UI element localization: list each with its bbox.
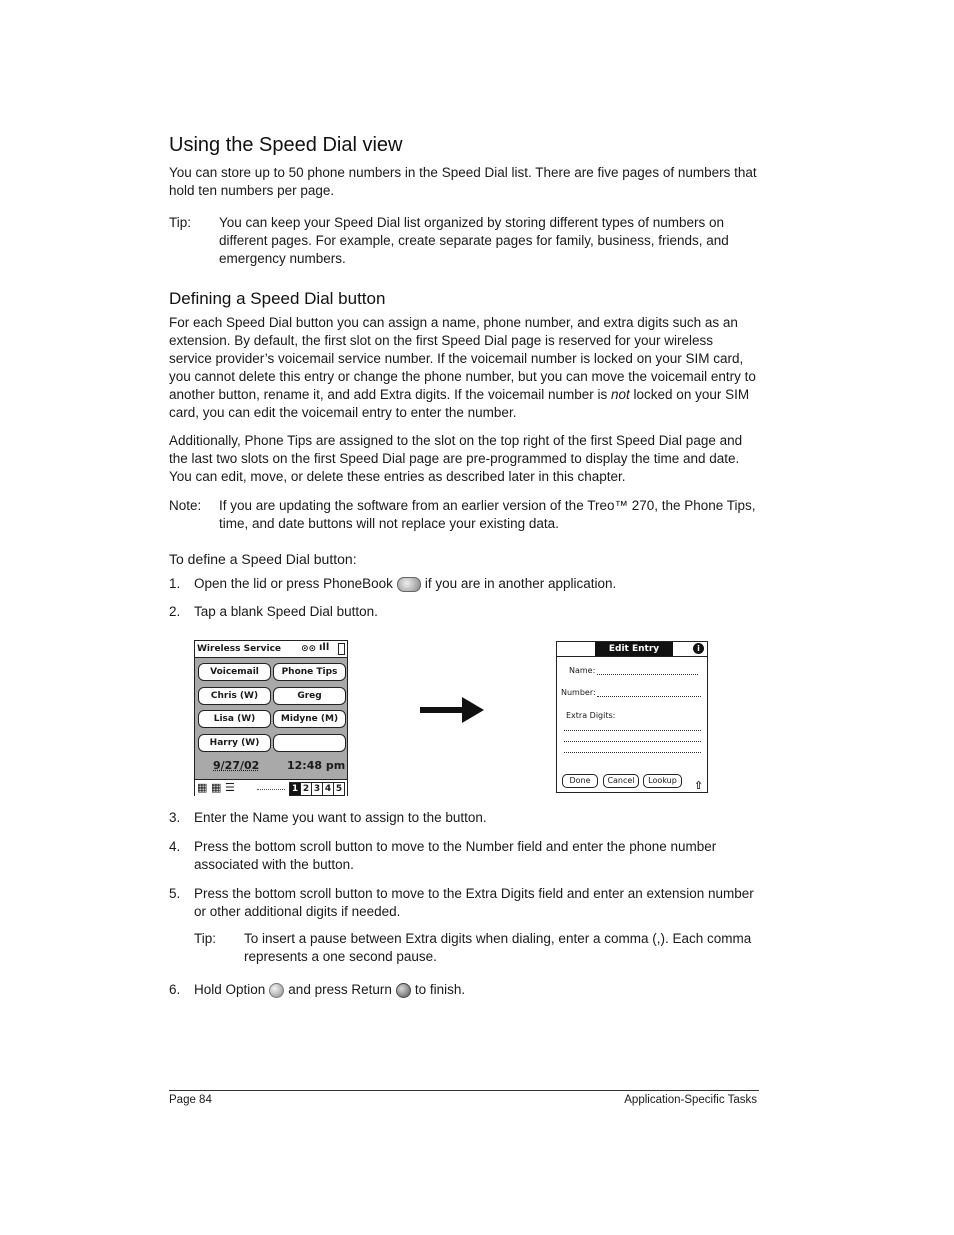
page-tab-5[interactable]: 5 (333, 782, 345, 796)
screen-title-bar (195, 641, 347, 658)
section-heading: Defining a Speed Dial button (169, 289, 386, 308)
footer-divider (169, 1090, 759, 1091)
divider (257, 789, 285, 790)
bottom-bar (195, 779, 347, 796)
step-number: 3. (169, 810, 181, 825)
speed-dial-button[interactable]: Phone Tips (273, 663, 346, 681)
date-display[interactable]: 9/27/02 (213, 759, 260, 772)
step-number: 1. (169, 576, 181, 591)
phone-tips-paragraph: Additionally, Phone Tips are assigned to the slot on the top right of the first Speed Dial page and the last two slots on the first Speed Dial page are pre-programmed to display the time and date. You can edit, move, or delete these entries as described later in this chapter. (169, 433, 743, 484)
number-label: Number: (561, 688, 596, 697)
speed-dial-button[interactable]: Chris (W) (198, 687, 271, 705)
edit-title-bar (557, 642, 707, 657)
speed-dial-button[interactable]: Lisa (W) (198, 710, 271, 728)
step-text-end: to finish. (414, 982, 466, 997)
extra-digits-line-3[interactable] (564, 752, 701, 753)
extra-digits-line-2[interactable] (564, 741, 701, 742)
battery-icon (338, 643, 345, 655)
tip-text: You can keep your Speed Dial list organized by storing different types of numbers on different pages. For example, create separate pages for family, business, friends, and emergency numbers. (219, 215, 729, 266)
step-text-middle: and press Return (288, 982, 392, 997)
step-text: Press the bottom scroll button to move to the Number field and enter the phone number associated with the button. (194, 839, 717, 872)
tip-label: Tip: (169, 215, 192, 230)
speed-dial-button[interactable]: Harry (W) (198, 734, 271, 752)
step-text-start: Hold Option (194, 982, 266, 997)
definition-emphasis: not (611, 387, 630, 402)
intro-paragraph: You can store up to 50 phone numbers in the Speed Dial list. There are five pages of numbers that hold ten numbers per page. (169, 165, 757, 198)
step-text: Press the bottom scroll button to move to the Extra Digits field and enter an extension number or other additional digits if needed. (194, 886, 754, 919)
list-view-icon[interactable]: ▦ (197, 781, 208, 794)
done-button[interactable]: Done (562, 774, 598, 788)
return-key-icon (396, 983, 411, 998)
speed-dial-button[interactable]: Midyne (M) (273, 710, 346, 728)
step-number: 5. (169, 886, 181, 901)
step-text-start: Open the lid or press PhoneBook (194, 576, 393, 591)
extra-digits-label: Extra Digits: (566, 711, 616, 720)
signal-strength-icon: ıll (319, 642, 330, 653)
chapter-title: Application-Specific Tasks (624, 1094, 757, 1106)
tip-label: Tip: (194, 931, 217, 946)
definition-paragraph (169, 314, 759, 422)
note-text: If you are updating the software from an earlier version of the Treo™ 270, the Phone Tips, time, and date buttons will not replace your existing data. (219, 498, 756, 531)
note-label: Note: (169, 498, 202, 513)
definition-text-end: locked on your SIM card, you can edit the voicemail entry to enter the number. (169, 387, 750, 420)
procedure-heading: To define a Speed Dial button: (169, 551, 357, 567)
page-tab-2[interactable]: 2 (300, 782, 312, 796)
tip-text: To insert a pause between Extra digits when dialing, enter a comma (,). Each comma represents a one second pause. (244, 931, 752, 964)
page-number: Page 84 (169, 1094, 212, 1106)
number-field[interactable] (597, 696, 701, 697)
page-tab-1[interactable]: 1 (289, 782, 301, 796)
speed-dial-button[interactable]: Voicemail (198, 663, 271, 681)
screen-title: Wireless Service (197, 644, 282, 654)
shift-up-arrow-icon: ⇧ (694, 779, 704, 792)
speed-dial-button-blank[interactable] (273, 734, 346, 752)
step-text: Tap a blank Speed Dial button. (194, 604, 378, 619)
step-number: 6. (169, 982, 181, 997)
cancel-button[interactable]: Cancel (603, 774, 639, 788)
page-title: Using the Speed Dial view (169, 134, 403, 156)
right-arrow-icon (420, 697, 484, 723)
lookup-button[interactable]: Lookup (643, 774, 682, 788)
step-text-end: if you are in another application. (424, 576, 617, 591)
page-tab-3[interactable]: 3 (311, 782, 323, 796)
edit-entry-title: Edit Entry (595, 642, 673, 656)
definition-text-start: For each Speed Dial button you can assign a name, phone number, and extra digits such as an extension. By default, the first slot on the first Speed Dial page is reserved for your wireless service provider’s voicemail service number. If the voicemail number is locked on your SIM card, you cannot delete this entry or change the phone number, but you can move the voicemail entry to another button, rename it, and add Extra digits. If the voicemail number is (169, 315, 756, 402)
step-text: Enter the Name you want to assign to the button. (194, 810, 487, 825)
page-tab-4[interactable]: 4 (322, 782, 334, 796)
step-text (194, 575, 754, 593)
info-icon[interactable]: i (693, 643, 704, 654)
step-number: 4. (169, 839, 181, 854)
phonebook-button-icon (397, 577, 421, 592)
name-field[interactable] (597, 674, 698, 675)
call-log-icon[interactable]: ☰ (225, 781, 235, 794)
edit-entry-screenshot (556, 641, 708, 793)
name-label: Name: (569, 666, 596, 675)
step-number: 2. (169, 604, 181, 619)
time-display[interactable]: 12:48 pm (287, 759, 346, 772)
option-key-icon (269, 983, 284, 998)
step-text (194, 981, 754, 999)
keypad-view-icon[interactable]: ▦ (211, 781, 222, 794)
speed-dial-screenshot (194, 640, 348, 796)
voicemail-icon: ⊙⊙ (301, 644, 317, 654)
speed-dial-button[interactable]: Greg (273, 687, 346, 705)
extra-digits-line-1[interactable] (564, 730, 701, 731)
